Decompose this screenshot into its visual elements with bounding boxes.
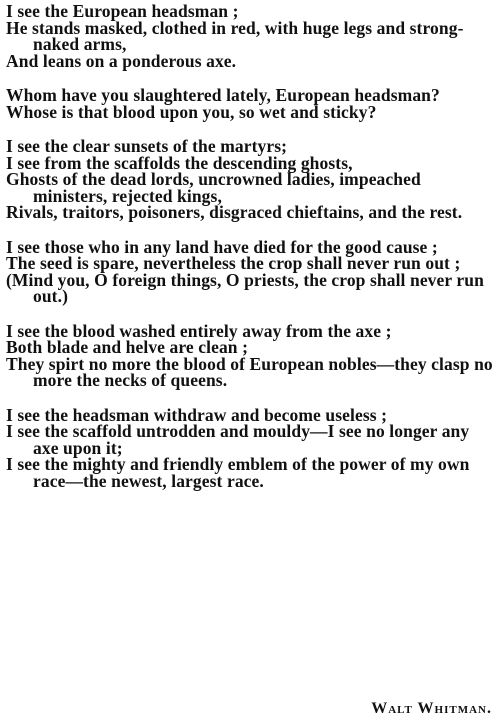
- poem-line: Rivals, traitors, poisoners, disgraced chieftains, and the rest.: [6, 202, 463, 222]
- poem-line: Whose is that blood upon you, so wet and sticky?: [6, 101, 377, 122]
- poem-line: Both blade and helve are clean ;: [6, 337, 249, 357]
- poem-line: I see from the scaffolds the descending ghosts,: [6, 152, 353, 173]
- poem-line: I see the blood washed entirely away from the axe ;: [6, 320, 392, 341]
- stanza-5: [6, 320, 498, 390]
- poem-line: The seed is spare, nevertheless the crop shall never run out ;: [6, 253, 461, 273]
- poem-line: I see the scaffold untrodden and mouldy—I see no longer any axe upon it;: [6, 421, 470, 458]
- poem-line: And leans on a ponderous axe.: [6, 50, 237, 71]
- author-signature: Walt Whitman.: [371, 700, 492, 717]
- poem-line: (Mind you, O foreign things, O priests, the crop shall never run out.): [6, 269, 484, 306]
- stanza-1: [6, 3, 498, 69]
- poem-line: They spirt no more the blood of European nobles—they clasp no more the necks of queens.: [6, 353, 493, 390]
- stanza-2: [6, 87, 498, 120]
- poem: [6, 3, 498, 507]
- poem-line: I see the European headsman ;: [6, 1, 239, 21]
- poem-line: He stands masked, clothed in red, with huge legs and strong-naked arms,: [6, 17, 464, 54]
- stanza-3: [6, 138, 498, 221]
- poem-line: I see the headsman withdraw and become useless ;: [6, 404, 388, 425]
- poem-line: I see those who in any land have died for the good cause ;: [6, 236, 438, 257]
- poem-line: I see the clear sunsets of the martyrs;: [6, 136, 288, 156]
- stanza-6: [6, 404, 498, 491]
- poem-line: Whom have you slaughtered lately, European headsman?: [6, 85, 440, 105]
- poem-line: Ghosts of the dead lords, uncrowned ladies, impeached ministers, rejected kings,: [6, 169, 421, 206]
- poem-line: I see the mighty and friendly emblem of the power of my own race—the newest, largest race.: [6, 454, 470, 491]
- stanza-4: [6, 236, 498, 306]
